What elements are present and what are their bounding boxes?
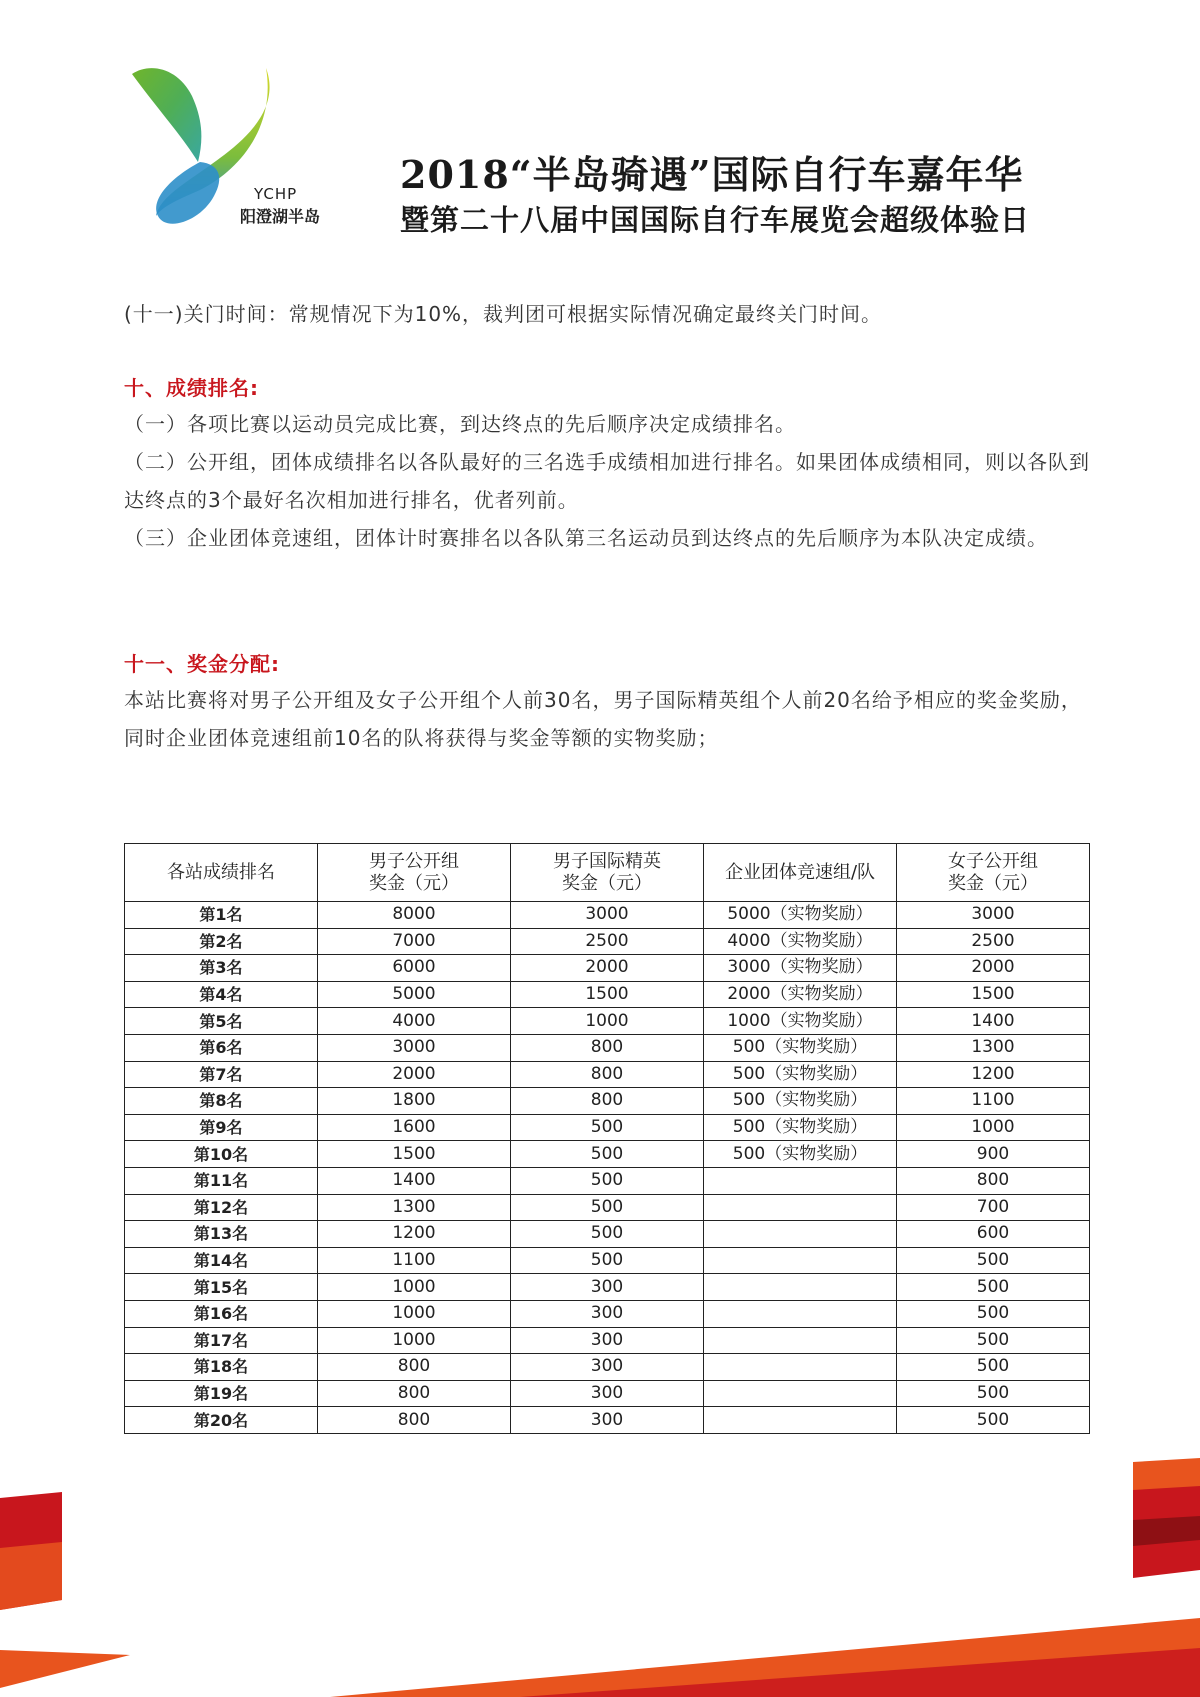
table-row xyxy=(125,1354,1090,1381)
cell-women-open: 1200 xyxy=(897,1061,1090,1088)
cell-men-elite: 800 xyxy=(511,1061,704,1088)
cell-men-open: 800 xyxy=(318,1354,511,1381)
table-row xyxy=(125,928,1090,955)
cell-rank: 第8名 xyxy=(125,1088,318,1115)
cell-rank: 第3名 xyxy=(125,955,318,982)
cell-men-elite: 500 xyxy=(511,1141,704,1168)
cell-women-open: 500 xyxy=(897,1327,1090,1354)
table-row xyxy=(125,1088,1090,1115)
prize-table-header-row xyxy=(125,844,1090,902)
cell-men-open: 3000 xyxy=(318,1034,511,1061)
header-men-elite: 男子国际精英 奖金（元） xyxy=(511,844,704,902)
prize-table xyxy=(124,843,1090,1434)
cell-men-elite: 500 xyxy=(511,1247,704,1274)
cell-corporate-team: 500（实物奖励） xyxy=(704,1034,897,1061)
cell-women-open: 2500 xyxy=(897,928,1090,955)
cell-men-elite: 500 xyxy=(511,1167,704,1194)
cell-rank: 第13名 xyxy=(125,1221,318,1248)
cell-men-elite: 300 xyxy=(511,1380,704,1407)
prize-paragraph: 本站比赛将对男子公开组及女子公开组个人前30名，男子国际精英组个人前20名给予相应的奖金奖励，同时企业团体竞速组前10名的队将获得与奖金等额的实物奖励； xyxy=(124,688,1082,750)
logo-brand-en: YCHP xyxy=(254,185,298,203)
cell-men-open: 1100 xyxy=(318,1247,511,1274)
cell-rank: 第10名 xyxy=(125,1141,318,1168)
cell-rank: 第15名 xyxy=(125,1274,318,1301)
table-row xyxy=(125,1194,1090,1221)
ychp-logo xyxy=(130,66,355,236)
cell-rank: 第2名 xyxy=(125,928,318,955)
cell-men-elite: 1000 xyxy=(511,1008,704,1035)
cell-women-open: 1500 xyxy=(897,981,1090,1008)
cell-rank: 第9名 xyxy=(125,1114,318,1141)
ranking-item-1: （一）各项比赛以运动员完成比赛，到达终点的先后顺序决定成绩排名。 xyxy=(124,412,796,436)
cell-men-open: 1300 xyxy=(318,1194,511,1221)
cell-rank: 第12名 xyxy=(125,1194,318,1221)
cell-corporate-team: 500（实物奖励） xyxy=(704,1114,897,1141)
cell-men-open: 1400 xyxy=(318,1167,511,1194)
cell-women-open: 500 xyxy=(897,1407,1090,1434)
header-women-open: 女子公开组 奖金（元） xyxy=(897,844,1090,902)
ranking-item-2: （二）公开组，团体成绩排名以各队最好的三名选手成绩相加进行排名。如果团体成绩相同，则以各队到达终点的3个最好名次相加进行排名，优者列前。 xyxy=(124,450,1090,512)
cell-corporate-team: 500（实物奖励） xyxy=(704,1141,897,1168)
table-row xyxy=(125,981,1090,1008)
cell-women-open: 500 xyxy=(897,1354,1090,1381)
cell-men-elite: 300 xyxy=(511,1354,704,1381)
cell-men-open: 5000 xyxy=(318,981,511,1008)
cell-rank: 第6名 xyxy=(125,1034,318,1061)
cell-women-open: 500 xyxy=(897,1274,1090,1301)
ranking-heading: 十、成绩排名: xyxy=(124,376,259,400)
cell-rank: 第1名 xyxy=(125,902,318,929)
cell-rank: 第4名 xyxy=(125,981,318,1008)
cell-rank: 第16名 xyxy=(125,1300,318,1327)
cell-men-open: 7000 xyxy=(318,928,511,955)
cell-corporate-team xyxy=(704,1327,897,1354)
cell-men-open: 1800 xyxy=(318,1088,511,1115)
cell-men-open: 2000 xyxy=(318,1061,511,1088)
cell-men-elite: 500 xyxy=(511,1221,704,1248)
table-row xyxy=(125,1300,1090,1327)
cell-corporate-team xyxy=(704,1407,897,1434)
cell-corporate-team: 500（实物奖励） xyxy=(704,1061,897,1088)
cell-men-elite: 500 xyxy=(511,1194,704,1221)
cell-women-open: 500 xyxy=(897,1380,1090,1407)
cell-rank: 第17名 xyxy=(125,1327,318,1354)
page-title: 2018“半岛骑遇”国际自行车嘉年华 xyxy=(400,152,1024,197)
cell-women-open: 600 xyxy=(897,1221,1090,1248)
cell-men-elite: 3000 xyxy=(511,902,704,929)
cell-men-elite: 500 xyxy=(511,1114,704,1141)
table-row xyxy=(125,955,1090,982)
cell-corporate-team: 1000（实物奖励） xyxy=(704,1008,897,1035)
cell-rank: 第14名 xyxy=(125,1247,318,1274)
cell-corporate-team xyxy=(704,1247,897,1274)
cell-men-elite: 800 xyxy=(511,1088,704,1115)
table-row xyxy=(125,1167,1090,1194)
cell-women-open: 700 xyxy=(897,1194,1090,1221)
table-row xyxy=(125,1061,1090,1088)
cell-men-elite: 300 xyxy=(511,1274,704,1301)
cell-corporate-team: 2000（实物奖励） xyxy=(704,981,897,1008)
cell-corporate-team xyxy=(704,1194,897,1221)
cell-corporate-team: 500（实物奖励） xyxy=(704,1088,897,1115)
cell-men-open: 800 xyxy=(318,1380,511,1407)
ranking-item-3: （三）企业团体竞速组，团体计时赛排名以各队第三名运动员到达终点的先后顺序为本队决定成绩。 xyxy=(124,526,1048,550)
cell-women-open: 800 xyxy=(897,1167,1090,1194)
table-row xyxy=(125,1380,1090,1407)
cell-men-open: 1600 xyxy=(318,1114,511,1141)
cell-men-open: 1000 xyxy=(318,1274,511,1301)
cell-rank: 第19名 xyxy=(125,1380,318,1407)
table-row xyxy=(125,1221,1090,1248)
table-row xyxy=(125,902,1090,929)
cell-rank: 第7名 xyxy=(125,1061,318,1088)
cell-corporate-team xyxy=(704,1274,897,1301)
cell-men-open: 1000 xyxy=(318,1300,511,1327)
cell-corporate-team: 4000（实物奖励） xyxy=(704,928,897,955)
cell-women-open: 900 xyxy=(897,1141,1090,1168)
page-subtitle: 暨第二十八届中国国际自行车展览会超级体验日 xyxy=(400,203,1031,237)
table-row xyxy=(125,1008,1090,1035)
cell-men-elite: 300 xyxy=(511,1407,704,1434)
cell-men-elite: 300 xyxy=(511,1300,704,1327)
table-row xyxy=(125,1141,1090,1168)
cell-corporate-team: 5000（实物奖励） xyxy=(704,902,897,929)
prize-heading: 十一、奖金分配: xyxy=(124,652,280,676)
cell-men-open: 1500 xyxy=(318,1141,511,1168)
cell-corporate-team xyxy=(704,1300,897,1327)
cell-men-open: 4000 xyxy=(318,1008,511,1035)
cell-rank: 第20名 xyxy=(125,1407,318,1434)
table-row xyxy=(125,1407,1090,1434)
cell-men-open: 8000 xyxy=(318,902,511,929)
header-rank: 各站成绩排名 xyxy=(125,844,318,902)
cell-women-open: 500 xyxy=(897,1247,1090,1274)
decorative-ribbons xyxy=(0,1450,1200,1697)
table-row xyxy=(125,1247,1090,1274)
cell-men-elite: 2500 xyxy=(511,928,704,955)
header-men-open: 男子公开组 奖金（元） xyxy=(318,844,511,902)
cell-corporate-team xyxy=(704,1221,897,1248)
cell-women-open: 1000 xyxy=(897,1114,1090,1141)
table-row xyxy=(125,1274,1090,1301)
cell-men-open: 1200 xyxy=(318,1221,511,1248)
cell-women-open: 1100 xyxy=(897,1088,1090,1115)
cell-men-open: 800 xyxy=(318,1407,511,1434)
cell-men-elite: 1500 xyxy=(511,981,704,1008)
cell-women-open: 2000 xyxy=(897,955,1090,982)
cell-men-elite: 2000 xyxy=(511,955,704,982)
cell-men-open: 1000 xyxy=(318,1327,511,1354)
cell-corporate-team xyxy=(704,1354,897,1381)
cell-men-elite: 300 xyxy=(511,1327,704,1354)
cell-rank: 第5名 xyxy=(125,1008,318,1035)
cell-corporate-team xyxy=(704,1167,897,1194)
logo-brand-cn: 阳澄湖半岛 xyxy=(240,207,321,226)
cell-women-open: 3000 xyxy=(897,902,1090,929)
cell-corporate-team xyxy=(704,1380,897,1407)
cell-women-open: 1400 xyxy=(897,1008,1090,1035)
cell-men-open: 6000 xyxy=(318,955,511,982)
cell-women-open: 1300 xyxy=(897,1034,1090,1061)
closing-time-paragraph: (十一)关门时间：常规情况下为10%，裁判团可根据实际情况确定最终关门时间。 xyxy=(124,302,883,326)
table-row xyxy=(125,1034,1090,1061)
header-corporate-team: 企业团体竞速组/队 xyxy=(704,844,897,902)
table-row xyxy=(125,1327,1090,1354)
cell-rank: 第11名 xyxy=(125,1167,318,1194)
cell-men-elite: 800 xyxy=(511,1034,704,1061)
cell-women-open: 500 xyxy=(897,1300,1090,1327)
cell-rank: 第18名 xyxy=(125,1354,318,1381)
table-row xyxy=(125,1114,1090,1141)
cell-corporate-team: 3000（实物奖励） xyxy=(704,955,897,982)
